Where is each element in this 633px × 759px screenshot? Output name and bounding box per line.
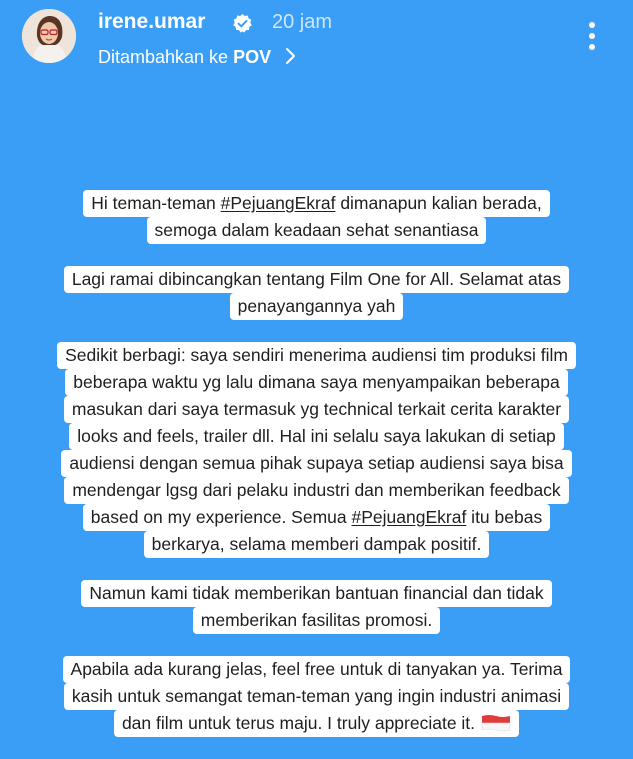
hashtag-pejuangekraf[interactable]: #PejuangEkraf	[351, 507, 467, 527]
post-time: 20 jam	[272, 11, 333, 33]
pov-name: POV	[233, 47, 272, 67]
paragraph-greeting	[83, 190, 549, 244]
text-line: dan film untuk terus maju. I truly appreciate it.	[114, 710, 519, 737]
text-line: masukan dari saya termasuk yg technical terkait cerita karakter	[64, 396, 569, 423]
paragraph-film	[64, 266, 569, 320]
text-line: looks and feels, trailer dll. Hal ini selalu saya lakukan di setiap	[69, 423, 564, 450]
text-line: berkarya, selama memberi dampak positif.	[144, 531, 490, 558]
text-line: kasih untuk semangat teman-teman yang ingin industri animasi	[64, 683, 569, 710]
hashtag-pejuangekraf[interactable]: #PejuangEkraf	[220, 193, 336, 213]
paragraph-disclaimer	[81, 580, 551, 634]
text-line: Sedikit berbagi: saya sendiri menerima audiensi tim produksi film	[57, 342, 576, 369]
chevron-right-icon	[284, 47, 298, 65]
verified-badge-icon	[232, 13, 253, 34]
text-line: Lagi ramai dibincangkan tentang Film One for All. Selamat atas	[64, 266, 569, 293]
text-line: Hi teman-teman #PejuangEkraf dimanapun kalian berada,	[83, 190, 549, 217]
text-line: memberikan fasilitas promosi.	[193, 607, 440, 634]
username[interactable]: irene.umar	[98, 10, 206, 33]
pov-prefix: Ditambahkan ke	[98, 47, 234, 67]
paragraph-closing	[63, 656, 571, 737]
text-line: beberapa waktu yg lalu dimana saya menyampaikan beberapa	[65, 369, 567, 396]
avatar[interactable]	[22, 9, 76, 63]
more-options-icon[interactable]	[578, 18, 606, 54]
text-line: Apabila ada kurang jelas, feel free untuk di tanyakan ya. Terima	[63, 656, 571, 683]
text-line: penayangannya yah	[230, 293, 404, 320]
text-line: semoga dalam keadaan sehat senantiasa	[147, 217, 487, 244]
text-line: based on my experience. Semua #PejuangEkraf itu bebas	[83, 504, 550, 531]
paragraph-sharing	[57, 342, 576, 558]
added-to-pov-link[interactable]	[98, 45, 298, 68]
text-line: mendengar lgsg dari pelaku industri dan memberikan feedback	[64, 477, 568, 504]
indonesia-flag-icon	[481, 714, 511, 732]
text-line: audiensi dengan semua pihak supaya setiap audiensi saya bisa	[61, 450, 571, 477]
story-header	[0, 0, 633, 80]
story-text-content	[0, 190, 633, 759]
text-line: Namun kami tidak memberikan bantuan financial dan tidak	[81, 580, 551, 607]
